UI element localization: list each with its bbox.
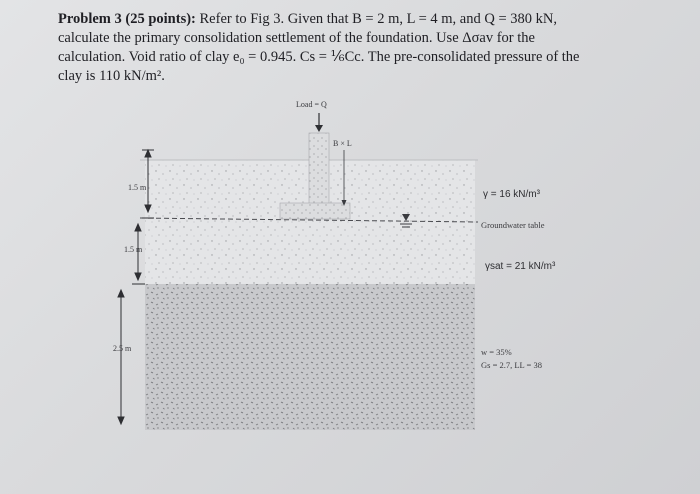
footing-column [309, 133, 329, 205]
specific-gravity-liquid-limit-label: Gs = 2.7, LL = 38 [481, 360, 542, 370]
clay-layer [145, 284, 475, 430]
water-content-label: w = 35% [481, 347, 512, 357]
problem-line-2: calculate the primary consolidation settlement of the foundation. Use Δσav for the [58, 30, 535, 46]
problem-line-1-text: Refer to Fig 3. Given that B = 2 m, L = 4 m, and Q = 380 kN, [195, 11, 557, 27]
depth-label-3: 2.5 m [113, 344, 132, 353]
load-label: Load = Q [296, 100, 327, 109]
load-arrow [315, 113, 323, 132]
depth-label-2: 1.5 m [124, 245, 143, 254]
problem-heading: Problem 3 (25 points): [58, 11, 196, 27]
problem-line-4: clay is 110 kN/m². [58, 68, 165, 84]
groundwater-table-label: Groundwater table [481, 220, 545, 230]
problem-line-3: calculation. Void ratio of clay e₀ = 0.945. Cs = ⅙Cc. The pre-consolidated pressure of the [58, 49, 580, 65]
saturated-unit-weight-label: γsat = 21 kN/m³ [485, 261, 556, 272]
unit-weight-label: γ = 16 kN/m³ [483, 189, 540, 200]
depth-label-1: 1.5 m [128, 183, 147, 192]
footing-base [280, 203, 350, 219]
sand-layer-lower [145, 218, 475, 284]
footing-dimension-label: B × L [333, 139, 352, 148]
